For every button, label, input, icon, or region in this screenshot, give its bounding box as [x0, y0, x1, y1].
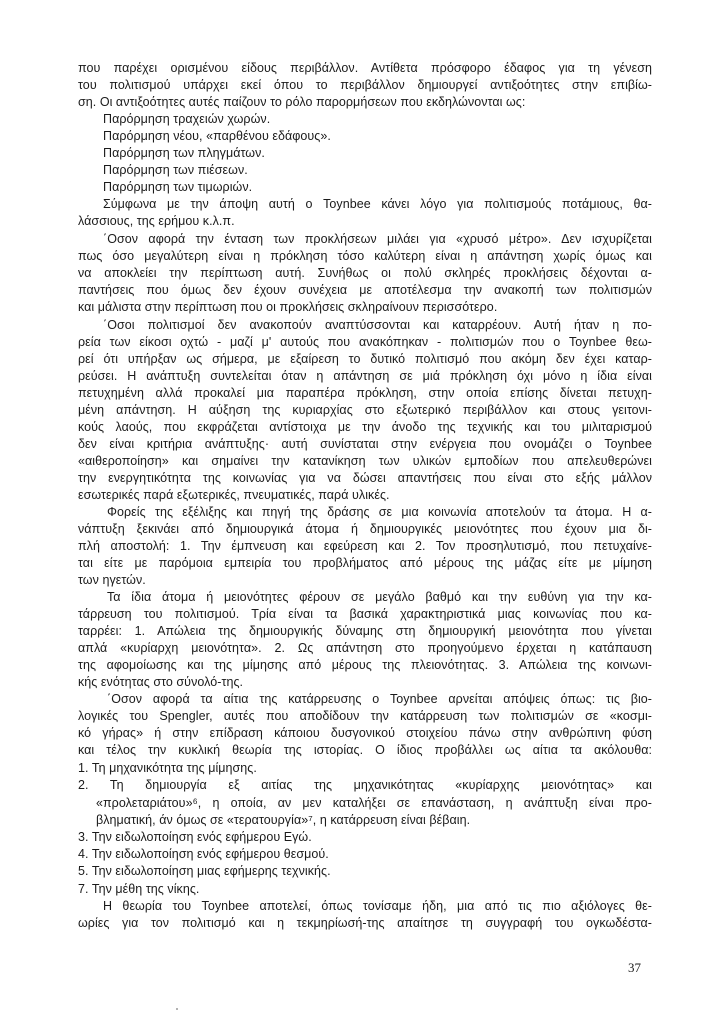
- text-line: και μάλιστα στην περίπτωση που οι προκλήσεις σκληραίνουν περισσότερο.: [78, 300, 498, 314]
- text-line: «αιθεροποίηση» και σημαίνει την κατανίκηση των υλικών εμποδίων που απελευθερώνει: [78, 454, 652, 468]
- text-line: κής ενότητας στο σύνολό-της.: [78, 675, 244, 689]
- text-line: πως όσο μεγαλύτερη είναι η πρόκληση τόσο καλύτερη είναι η απάντηση χωρίς όμως και: [78, 249, 652, 263]
- text-line: ΄Οσοι πολιτισμοί δεν ανακοπούν αναπτύσσονται και καταρρέουν. Αυτή ήταν η πο-: [103, 318, 652, 332]
- text-line: ση. Οι αντιξοότητες αυτές παίζουν το ρόλο παρορμήσεων που εκδηλώνονται ως:: [78, 95, 526, 109]
- text-line: βληματική, άν όμως σε «τερατουργία»⁷, η κατάρρευση είναι βέβαιη.: [96, 813, 471, 827]
- text-line: των ηγετών.: [78, 573, 146, 587]
- text-line: λογικές του Spengler, αυτές που αποδίδουν την κατάρρευση των πολιτισμών σε «κοσμι-: [78, 709, 652, 723]
- text-line: κό γήρας» ή στην επίδραση κάποιου δυσγονικού στοιχείου πάνω στην ανθρώπινη φύση: [78, 726, 652, 740]
- text-line: πετυχημένη αλλά προκαλεί μια παραπέρα πρόκληση, στην οποία επίσης δίνεται πετυχη-: [78, 386, 652, 400]
- text-line: Παρόρμηση των πληγμάτων.: [103, 146, 265, 160]
- text-line: Η θεωρία του Toynbee αποτελεί, όπως τονίσαμε ήδη, μια από τις πιο αξιόλογες θε-: [103, 899, 652, 913]
- text-line: Παρόρμηση των τιμωριών.: [103, 180, 253, 194]
- text-line: ρεί ότι υπήρξαν ως σήμερα, με εξαίρεση το δυτικό πολιτισμό που ακόμη δεν έχει καταρ-: [78, 352, 652, 366]
- text-line: 5. Την ειδωλοποίηση μιας εφήμερης τεχνικής.: [78, 864, 331, 878]
- text-line: ΄Οσον αφορά τα αίτια της κατάρρευσης ο Toynbee αρνείται απόψεις όπως: τις βιο-: [107, 692, 652, 706]
- text-line: 2. Τη δημιουργία εξ αιτίας της μηχανικότητας «κυρίαρχης μειονότητας» και: [78, 778, 652, 792]
- text-line: μένη απάντηση. Η αύξηση της κυριαρχίας στο εξωτερικό περιβάλλον και στους γειτονι-: [78, 403, 652, 417]
- text-line: του πολιτισμού υπάρχει εκεί όπου το περιβάλλον δημιουργεί αντιξοότητες στην επιβίω-: [78, 78, 652, 92]
- text-line: της αφομοίωσης και της μίμησης από μέρους της πλειονότητας. 3. Απώλεια της κοινωνι-: [78, 658, 652, 672]
- text-line: και τέλος την κυκλική θεωρία της ιστορίας. Ο ίδιος προβάλλει ως αίτια τα ακόλουθα:: [78, 743, 652, 757]
- text-line: ωρίες για τον πολιτισμό και η τεκμηρίωσή-της απαίτησε τη συγγραφή του ογκωδέστα-: [78, 916, 652, 930]
- scan-speck: [176, 1008, 178, 1010]
- text-line: 4. Την ειδωλοποίηση ενός εφήμερου θεσμού.: [78, 847, 329, 861]
- text-line: ρεία των είκοσι οχτώ - μαζί μ' αυτούς που ανακόπηκαν - πολιτισμών που ο Toynbee θεω-: [78, 335, 652, 349]
- text-line: Φορείς της εξέλιξης και πηγή της δράσης σε μια κοινωνία αποτελούν τα άτομα. Η α-: [107, 505, 652, 519]
- text-line: να αποκλείει την περίπτωση αυτή. Συνήθως οι πολύ σκληρές προκλήσεις δέχονται α-: [78, 266, 652, 280]
- text-line: «προλεταριάτου»⁶, η οποία, αν μεν καταλήξει σε επανάσταση, η ανάπτυξη είναι προ-: [96, 796, 652, 810]
- text-line: Σύμφωνα με την άποψη αυτή ο Toynbee κάνει λόγο για πολιτισμούς ποτάμιους, θα-: [103, 197, 652, 211]
- text-line: που παρέχει ορισμένου είδους περιβάλλον. Αντίθετα πρόσφορο έδαφος για τη γένεση: [78, 61, 652, 75]
- text-line: τάρρευση του πολιτισμού. Τρία είναι τα βασικά χαρακτηριστικά μιας κοινωνίας που κα-: [78, 607, 652, 621]
- text-line: Τα ίδια άτομα ή μειονότητες φέρουν σε μεγάλο βαθμό και την ευθύνη για την κα-: [107, 590, 652, 604]
- text-line: νάπτυξη ξεκινάει από δημιουργικά άτομα ή δημιουργικές μειονότητες που έχουν μια δι-: [78, 522, 652, 536]
- text-line: ται είτε με παρόμοια εμπειρία του προβλήματος από μέρους της μάζας είτε με μίμηση: [78, 556, 652, 570]
- text-line: κούς λαούς, που εκφράζεται αντίστοιχα με την άνοδο της τεχνικής και του μιλιταρισμού: [78, 420, 652, 434]
- text-line: Παρόρμηση νέου, «παρθένου εδάφους».: [103, 129, 331, 143]
- text-line: απλά «κυρίαρχη μειονότητα». 2. Ως απάντηση στο προηγούμενο έρχεται η κατάπαυση: [78, 641, 652, 655]
- text-line: ρεύσει. Η ανάπτυξη συντελείται όταν η απάντηση σε μιά πρόκληση όχι μόνο η ίδια είναι: [78, 369, 652, 383]
- text-line: την ενεργητικότητα της κοινωνίας για να δώσει απαντήσεις που είναι στο εξής μάλλον: [78, 471, 652, 485]
- text-line: 1. Τη μηχανικότητα της μίμησης.: [78, 761, 257, 775]
- text-line: εσωτερικές παρά εξωτερικές, πνευματικές, παρά υλικές.: [78, 488, 390, 502]
- text-line: 7. Την μέθη της νίκης.: [78, 882, 200, 896]
- text-line: Παρόρμηση των πιέσεων.: [103, 163, 248, 177]
- text-line: παντήσεις που όμως δεν έχουν συνέχεια με αποτέλεσμα την ανακοπή των πολιτισμών: [78, 283, 652, 297]
- text-line: ταρρέει: 1. Απώλεια της δημιουργικής δύναμης στη δημιουργική μειονότητα που γίνεται: [78, 624, 652, 638]
- text-line: δεν είναι κριτήρια ανάπτυξης· αυτή συνίσταται στην ενέργεια που ονομάζει ο Toynbee: [78, 437, 652, 451]
- text-line: λάσσιους, της ερήμου κ.λ.π.: [78, 214, 235, 228]
- text-line: πλή αποστολή: 1. Την έμπνευση και εφεύρεση και 2. Τον προσηλυτισμό, που πετυχαίνε-: [78, 539, 652, 553]
- text-line: 3. Την ειδωλοποίηση ενός εφήμερου Εγώ.: [78, 830, 312, 844]
- page-number: 37: [628, 960, 641, 975]
- text-line: ΄Οσον αφορά την ένταση των προκλήσεων μιλάει για «χρυσό μέτρο». Δεν ισχυρίζεται: [103, 232, 652, 246]
- text-line: Παρόρμηση τραχειών χωρών.: [103, 112, 271, 126]
